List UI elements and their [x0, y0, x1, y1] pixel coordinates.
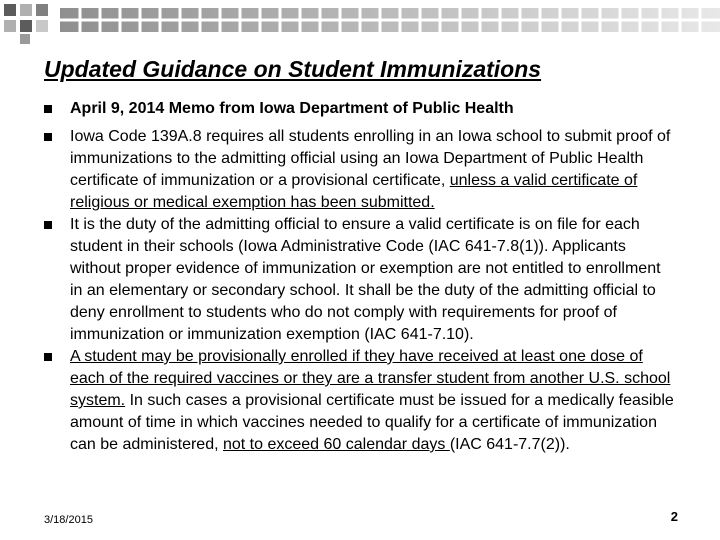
bullet-text: April 9, 2014 Memo from Iowa Department of Public Health: [70, 100, 514, 117]
square-bullet-icon: [44, 221, 52, 229]
footer-date: 3/18/2015: [44, 514, 93, 526]
bullet-item: [44, 98, 674, 120]
bullet-text-underlined: unless a valid certificate of religious or medical exemption has been submitted.: [70, 172, 638, 211]
bullet-text-underlined: A student may be provisionally enrolled if they have received at least one dose of each of the required vaccines or they are a transfer student from another U.S. school system.: [70, 348, 671, 409]
bullet-text: In such cases a provisional certificate must be issued for a medically feasible amount of time in which vaccines needed to qualify for a certificate of immunization can be administered,: [70, 392, 674, 453]
header-grid-decoration: [0, 0, 720, 44]
bullet-text: (IAC 641-7.7(2)).: [449, 436, 570, 453]
square-bullet-icon: [44, 105, 52, 113]
bullet-item: [44, 346, 674, 456]
page-number: 2: [670, 509, 678, 524]
square-bullet-icon: [44, 133, 52, 141]
bullet-text-underlined: not to exceed 60 calendar days: [222, 436, 450, 453]
square-bullet-icon: [44, 353, 52, 361]
bullet-item: [44, 214, 674, 346]
bullet-text: It is the duty of the admitting official to ensure a valid certificate is on file for each student in their schools (Iowa Administrative Code (IAC 641-7.8(1)). Applicants without proper evidence of immunization or exemption are not entitled to enrollment in an elementary or secondary school. It shall be the duty of the admitting official to deny enrollment to students who do not comply with requirements for proof of immunization or immunization exemption (IAC 641-7.10).: [70, 216, 661, 343]
bullet-item: [44, 126, 674, 214]
bullet-text: Iowa Code 139A.8 requires all students enrolling in an Iowa school to submit proof of immunizations to the admitting official using an Iowa Department of Public Health certificate of immunization or a provisional certificate,: [70, 128, 671, 189]
slide-title: Updated Guidance on Student Immunizations: [44, 56, 542, 82]
bullet-list: [44, 98, 674, 456]
